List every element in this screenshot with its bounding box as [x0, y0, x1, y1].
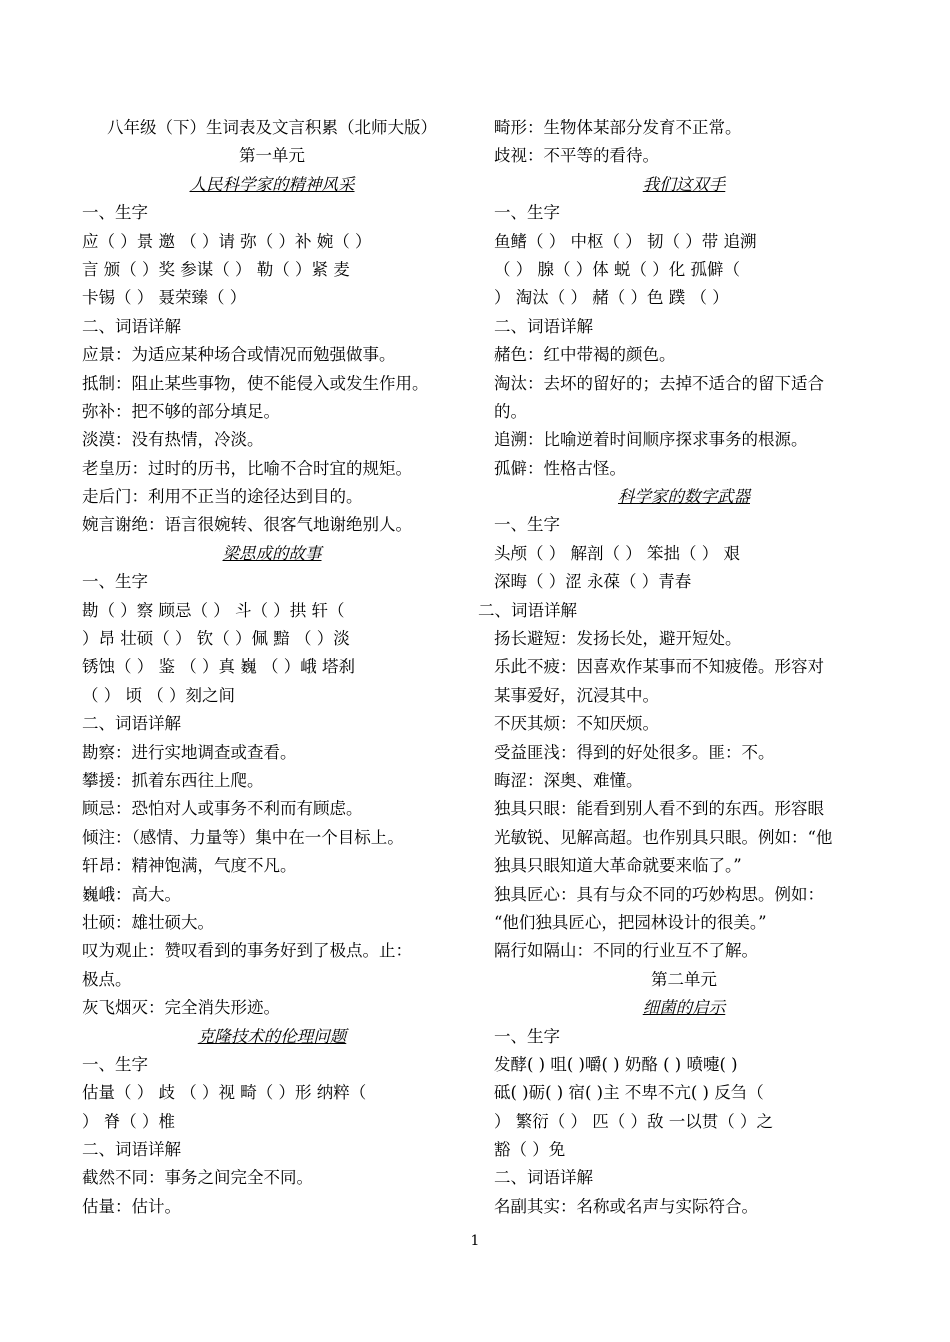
text-line: 乐此不疲：因喜欢作某事而不知疲倦。形容对 — [494, 657, 824, 677]
text-line: 孤僻：性格古怪。 — [494, 458, 626, 478]
text-line: 老皇历：过时的历书，比喻不合时宜的规矩。 — [82, 458, 412, 478]
text-line: 淘汰：去坏的留好的；去掉不适合的留下适合 — [494, 373, 824, 393]
text-line: 估量：估计。 — [82, 1196, 181, 1216]
text-line: 追溯：比喻逆着时间顺序探求事务的根源。 — [494, 430, 808, 450]
text-line: ） 脊（ ）椎 — [82, 1111, 175, 1131]
text-line: 顾忌：恐怕对人或事务不利而有顾虑。 — [82, 799, 363, 819]
text-line: 豁（ ）免 — [494, 1140, 566, 1160]
text-line: 头颅（ ） 解剖（ ） 笨拙（ ） 艰 — [494, 543, 740, 563]
text-line: 光敏锐、见解高超。也作别具只眼。例如：“他 — [494, 827, 833, 847]
text-line: 勘察：进行实地调查或查看。 — [82, 742, 297, 762]
text-line: 二、词语详解 — [478, 600, 577, 620]
section-title: 克隆技术的伦理问题 — [197, 1026, 347, 1046]
section-title: 人民科学家的精神风采 — [189, 174, 355, 194]
text-line: 巍峨：高大。 — [82, 884, 181, 904]
text-line: 一、生字 — [82, 572, 148, 592]
text-line: 应（ ）景 邀 （ ）请 弥（ ）补 婉（ ） — [82, 231, 372, 251]
text-line: 畸形：生物体某部分发育不正常。 — [494, 118, 742, 137]
text-line: 灰飞烟灭：完全消失形迹。 — [82, 998, 280, 1018]
text-line: 叹为观止：赞叹看到的事务好到了极点。止： — [82, 941, 412, 961]
text-line: 一、生字 — [82, 1054, 148, 1074]
text-line: 估量（ ） 歧 （ ）视 畸（ ）形 纳粹（ — [82, 1083, 367, 1103]
text-line: 名副其实：名称或名声与实际符合。 — [494, 1196, 758, 1216]
text-line: 一、生字 — [494, 515, 560, 535]
text-line: （ ） 顷 （ ）刻之间 — [82, 685, 235, 705]
heading: 第二单元 — [651, 969, 717, 989]
text-line: 弥补：把不够的部分填足。 — [82, 401, 280, 421]
text-line: 极点。 — [82, 969, 132, 989]
text-line: 二、词语详解 — [494, 1168, 593, 1188]
text-line: “他们独具匠心，把园林设计的很美。” — [494, 912, 767, 932]
section-title: 我们这双手 — [642, 174, 726, 194]
text-line: 不厌其烦：不知厌烦。 — [494, 714, 659, 734]
text-line: 赭色：红中带褐的颜色。 — [494, 345, 676, 365]
text-line: （ ） 腺（ ）体 蜕（ ）化 孤僻（ — [494, 259, 740, 279]
text-line: 一、生字 — [494, 203, 560, 223]
text-line: 深晦（ ）涩 永葆（ ）青春 — [494, 572, 692, 592]
text-line: 砥( )砺( ) 宿( )主 不卑不亢( ) 反刍（ — [494, 1083, 764, 1103]
text-line: 婉言谢绝：语言很婉转、很客气地谢绝别人。 — [82, 515, 412, 535]
text-line: 抵制：阻止某些事物，使不能侵入或发生作用。 — [82, 373, 429, 393]
text-line: 淡漠：没有热情，冷淡。 — [82, 430, 264, 450]
text-line: ） 淘汰（ ） 赭（ ）色 蹼 （ ） — [494, 288, 729, 308]
text-line: 壮硕：雄壮硕大。 — [82, 912, 214, 932]
section-title: 梁思成的故事 — [222, 543, 322, 563]
text-line: 独具只眼知道大革命就要来临了。” — [494, 856, 742, 876]
text-line: 一、生字 — [82, 203, 148, 223]
text-line: 倾注：（感情、力量等）集中在一个目标上。 — [82, 827, 404, 847]
text-line: 截然不同：事务之间完全不同。 — [82, 1168, 313, 1188]
text-line: 歧视：不平等的看待。 — [494, 146, 659, 166]
heading: 八年级（下）生词表及文言积累（北师大版） — [107, 118, 437, 137]
text-line: 独具匠心：具有与众不同的巧妙构思。例如： — [494, 884, 824, 904]
text-line: 发酵( ) 咀( )嚼( ) 奶酪 ( ) 喷嚏( ) — [494, 1054, 738, 1074]
text-line: 走后门：利用不正当的途径达到目的。 — [82, 487, 363, 507]
section-title: 细菌的启示 — [642, 998, 726, 1018]
text-line: 一、生字 — [494, 1026, 560, 1046]
text-line: ）昂 壮硕（ ） 钦（ ）佩 黯 （ ）淡 — [82, 629, 350, 649]
text-line: 鱼鳍（ ） 中枢（ ） 韧（ ）带 追溯 — [494, 231, 757, 251]
page-number: 1 — [470, 1233, 480, 1249]
text-line: 的。 — [494, 401, 527, 421]
heading: 第一单元 — [239, 146, 305, 166]
text-line: 晦涩：深奥、难懂。 — [494, 770, 643, 790]
left-column — [82, 114, 462, 1221]
text-line: 应景：为适应某种场合或情况而勉强做事。 — [82, 345, 396, 365]
text-line: 二、词语详解 — [82, 1140, 181, 1160]
text-line: 某事爱好，沉浸其中。 — [494, 685, 659, 705]
text-line: 扬长避短：发扬长处，避开短处。 — [494, 629, 742, 649]
text-line: 言 颁（ ）奖 参谋（ ） 勒（ ）紧 麦 — [82, 259, 350, 279]
right-column — [478, 114, 874, 1221]
text-line: 独具只眼：能看到别人看不到的东西。形容眼 — [494, 799, 824, 819]
text-line: 攀援：抓着东西往上爬。 — [82, 770, 264, 790]
section-title: 科学家的数字武器 — [618, 487, 750, 507]
text-line: 卡锡（ ） 聂荣臻（ ） — [82, 288, 247, 308]
text-line: 锈蚀（ ） 鉴 （ ）真 巍 （ ）峨 塔刹 — [82, 657, 355, 677]
text-line: 轩昂：精神饱满，气度不凡。 — [82, 856, 297, 876]
text-line: 受益匪浅：得到的好处很多。匪：不。 — [494, 742, 775, 762]
text-line: 勘（ ）察 顾忌（ ） 斗（ ）拱 轩（ — [82, 600, 345, 620]
text-line: 二、词语详解 — [82, 316, 181, 336]
text-line: 隔行如隔山：不同的行业互不了解。 — [494, 941, 758, 961]
text-line: 二、词语详解 — [82, 714, 181, 734]
text-line: ） 繁衍（ ） 匹（ ）敌 一以贯（ ）之 — [494, 1111, 773, 1131]
text-line: 二、词语详解 — [494, 316, 593, 336]
